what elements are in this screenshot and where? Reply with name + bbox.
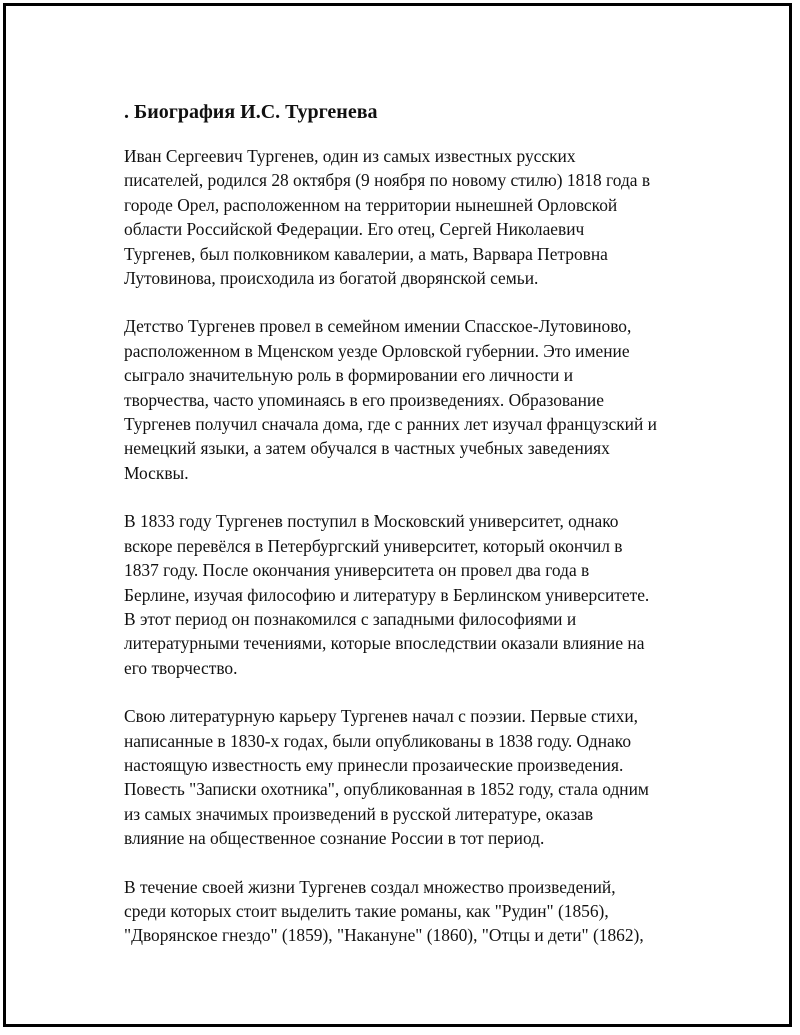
- paragraph-line: немецкий языки, а затем обучался в частных учебных заведениях: [124, 438, 610, 459]
- paragraph-line: В 1833 году Тургенев поступил в Московский университет, однако: [124, 511, 619, 532]
- document-title: . Биография И.С. Тургенева: [124, 101, 378, 123]
- paragraph-line: вскоре перевёлся в Петербургский университет, который окончил в: [124, 535, 623, 556]
- paragraph-line: В этот период он познакомился с западными философиями и: [124, 608, 577, 629]
- paragraph-line: Иван Сергеевич Тургенев, один из самых известных русских: [124, 146, 576, 166]
- paragraph-line: литературными течениями, которые впоследствии оказали влияние на: [124, 633, 645, 654]
- document-body: [124, 98, 714, 972]
- paragraph-line: написанные в 1830-х годах, были опубликованы в 1838 году. Однако: [124, 730, 632, 751]
- paragraph-childhood: [124, 314, 714, 485]
- paragraph-line: расположенном в Мценском уезде Орловской губернии. Это имение: [124, 340, 630, 361]
- paragraph-line: настоящую известность ему принесли прозаические произведения.: [124, 754, 624, 775]
- paragraph-line: Тургенев получил сначала дома, где с ранних лет изучал французский и: [124, 414, 657, 435]
- paragraph-works: [124, 875, 714, 948]
- paragraph-line: Лутовинова, происходила из богатой дворянской семьи.: [124, 268, 539, 289]
- paragraph-university: [124, 509, 714, 680]
- paragraph-line: "Дворянское гнездо" (1859), "Накануне" (1860), "Отцы и дети" (1862),: [124, 925, 644, 946]
- paragraph-line: писателей, родился 28 октября (9 ноября по новому стилю) 1818 года в: [124, 170, 651, 191]
- paragraph-line: Повесть "Записки охотника", опубликованная в 1852 году, стала одним: [124, 779, 649, 800]
- paragraph-line: из самых значимых произведений в русской литературе, оказав: [124, 803, 594, 824]
- paragraph-line: творчества, часто упоминаясь в его произведениях. Образование: [124, 389, 604, 410]
- paragraph-line: Тургенев, был полковником кавалерии, а мать, Варвара Петровна: [124, 243, 608, 264]
- paragraph-line: Берлине, изучая философию и литературу в Берлинском университете.: [124, 584, 650, 605]
- page-frame: [3, 3, 792, 1027]
- paragraph-line: городе Орел, расположенном на территории нынешней Орловской: [124, 194, 618, 215]
- paragraph-line: Свою литературную карьеру Тургенев начал с поэзии. Первые стихи,: [124, 706, 639, 727]
- paragraph-line: влияние на общественное сознание России в тот период.: [124, 828, 545, 849]
- paragraph-line: В течение своей жизни Тургенев создал множество произведений,: [124, 876, 616, 897]
- paragraph-line: среди которых стоит выделить такие романы, как "Рудин" (1856),: [124, 900, 609, 921]
- paragraph-literary-career: [124, 704, 714, 850]
- paragraph-line: Москвы.: [124, 462, 189, 483]
- paragraph-line: 1837 году. После окончания университета он провел два года в: [124, 560, 590, 581]
- paragraph-line: сыграло значительную роль в формировании его личности и: [124, 365, 573, 386]
- paragraph-line: Детство Тургенев провел в семейном имении Спасское-Лутовиново,: [124, 316, 632, 337]
- paragraph-birth: [124, 144, 714, 290]
- paragraph-line: его творчество.: [124, 657, 238, 678]
- paragraph-line: области Российской Федерации. Его отец, Сергей Николаевич: [124, 219, 585, 240]
